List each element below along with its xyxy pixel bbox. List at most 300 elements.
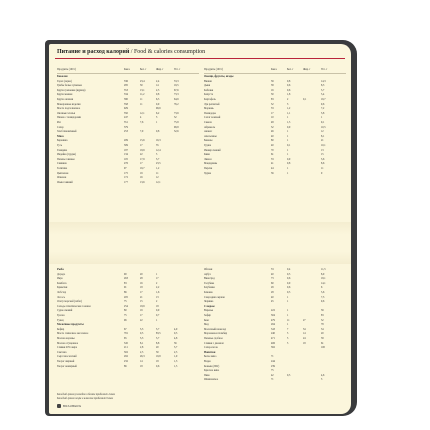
nutrient-value: 5 [287,341,289,345]
nutrient-value: 175 [124,171,128,175]
nutrient-value: 3 [321,378,323,382]
nutrient-value: 80 [271,139,274,143]
product-name: Судак свежий [57,309,73,313]
product-name: Дорадо [57,272,66,276]
nutrient-value: 471 [271,337,275,340]
nutrient-value: 76,2 [174,102,179,106]
nutrient-value: 345 [124,341,128,345]
nutrient-value: 52 [271,125,274,129]
column-header: Продукты (100 г) [57,68,77,71]
nutrient-value: 187 [124,148,128,152]
table-header [204,68,346,72]
nutrient-value: 134 [124,153,128,157]
header-rule [204,73,346,74]
nutrient-value: 2 [287,98,289,101]
nutrient-value: 17 [156,277,159,281]
product-name: Сыр гомоселский [57,355,77,359]
nutrient-value: 97 [124,167,127,170]
product-name: Вишня [204,79,212,83]
product-name: Горох (зерно) [57,79,72,83]
nutrient-value: 239 [271,364,275,368]
nutrient-value: 9,6 [321,102,325,106]
nutrient-value: 3 [156,116,158,120]
product-name: Печенье сдобное [204,337,223,340]
nutrient-value: 0,5 [287,291,291,294]
nutrient-value: 21 [140,295,143,299]
nutrient-value: 16 [140,281,143,285]
nutrient-value: 71 [271,355,274,359]
nutrient-value: 33 [271,107,274,111]
nutrient-value: 23,4 [140,79,145,83]
nutrient-value: 30 [156,350,159,354]
nutrient-value: 350 [124,111,128,115]
nutrient-value: 23,5 [156,162,161,166]
product-name: Индейка (грудка) [57,153,77,157]
note-1: Каждый грамм углеводов и белков приблизит 4 ккал [57,393,116,396]
product-name: Печень говяжья [57,157,75,161]
column-header: Ккал. [271,68,278,71]
product-name: Ананас [204,130,213,134]
nutrient-value: 46 [271,130,274,134]
nutrient-value: 2,2 [156,286,160,290]
section-label: Бакалея [57,75,68,78]
nutrient-value: 28 [140,277,143,281]
nutrient-value: 2 [156,300,158,304]
product-name: Бананы [204,139,213,143]
nutrient-value: 3,7 [156,157,160,161]
product-name: Красное вино [204,369,220,373]
product-name: Пиво [204,373,210,377]
nutrient-value: 3,3 [140,337,144,340]
nutrient-value: 30 [271,93,274,97]
nutrient-value: 29 [271,286,274,290]
nutrient-value: 1,5 [174,364,178,368]
nutrient-value: 54 [321,327,324,331]
product-name: Груша [204,144,212,147]
nutrient-value: 22 [140,153,143,157]
nutrient-value: 11 [140,102,143,106]
nutrient-value: 8,8 [156,341,160,345]
nutrient-value: 20 [140,272,143,276]
nutrient-value: 4,8 [174,337,178,340]
nutrient-value: 1 [321,116,323,120]
nutrient-value: 18,9 [140,304,145,308]
product-name: Икра [57,277,63,281]
product-name: Сливки с джемом [204,341,224,345]
nutrient-value: 35 [156,144,159,147]
nutrient-value: 8,6 [321,162,325,166]
product-name: Морковь [204,107,214,111]
nutrient-value: 6,2 [156,111,160,115]
product-name: Камбала [57,281,67,285]
product-name: Треска [57,314,65,317]
product-name: Молоко сгущенное [57,341,79,345]
section-label: Напитки [204,350,216,354]
nutrient-value: 1 [287,314,289,317]
nutrient-value: 2,5 [140,350,144,354]
product-name: Крупа овсяная [57,98,74,101]
nutrient-value: 253 [124,130,128,134]
right-column [204,68,346,408]
nutrient-value: 5,6 [321,291,325,294]
product-name: Шампанское [204,378,219,382]
nutrient-value: 380 [124,98,128,101]
column-header: Угл. г [321,68,328,71]
brand-icon [57,404,61,408]
nutrient-value: 5 [287,337,289,340]
product-name: Сахар [57,125,64,129]
product-name: Сливки 20% жира [57,346,77,350]
product-name: Кекс [204,318,210,322]
table-row [57,181,199,185]
nutrient-value: 0,8 [287,79,291,83]
nutrient-value: 1 [287,153,289,157]
product-name: Творог нежирный [57,364,77,368]
section-label: Мясо [57,134,64,138]
nutrient-value: 105 [124,157,128,161]
nutrient-value: 0,9 [287,125,291,129]
nutrient-value: 1 [287,134,289,138]
nutrient-value: 64,9 [174,98,179,101]
nutrient-value: 479 [271,318,275,322]
nutrient-value: 304 [271,314,275,317]
nutrient-value: 18,9 [140,148,145,152]
page-title [57,49,205,55]
nutrient-value: 42 [271,373,274,377]
nutrient-value: 2,5 [156,88,160,92]
nutrient-value: 52 [321,318,324,322]
nutrient-value: 205 [124,295,128,299]
product-name: Молочный шоколад [204,327,226,331]
product-name: Помидоры [204,111,216,115]
nutrient-value: 1,8 [287,93,291,97]
nutrient-value: 0,5 [287,272,291,276]
nutrient-value: 45 [271,300,274,304]
nutrient-value: 543 [271,327,275,331]
nutrient-value: 7,9 [140,130,144,134]
nutrient-value: 11,2 [140,93,145,97]
product-name: Арбуз [204,272,211,276]
nutrient-value: 11 [140,98,143,101]
product-name: Варенье [204,309,214,313]
note-2: Каждый грамм жира и алкоголя приблизит 9 ккал [57,397,114,400]
nutrient-value: 9,6 [321,300,325,304]
nutrient-value: 58 [321,337,324,340]
product-name: Капуста [204,93,213,97]
nutrient-value: 11 [287,318,290,322]
nutrient-value: 0,5 [287,373,291,377]
nutrient-value: 0,9 [156,102,160,106]
nutrient-value: 1 [287,171,289,175]
product-name: Грибы белые сушеные [57,84,82,88]
nutrient-value: 52 [271,102,274,106]
nutrient-value: 67,6 [174,88,179,92]
column-header: Бел. г [140,68,147,71]
nutrient-value: 292 [124,355,128,359]
nutrient-value: 13,6 [140,180,145,184]
nutrient-value: 3,7 [156,327,160,331]
nutrient-value: 2,5 [174,350,178,354]
nutrient-value: 56 [174,341,177,345]
nutrient-value: 1 [156,272,158,276]
column-header: Ккал. [124,68,131,71]
nutrient-value: 3,6 [321,157,325,161]
product-name: Крупа гречневая (ядрица) [57,88,86,92]
product-name: Мороженое пломбир [204,332,228,336]
product-name: Голубика [204,281,215,285]
product-name: Креветки [57,286,68,290]
nutrient-value: 19,5 [174,84,179,88]
nutrient-value: 75 [271,369,274,373]
nutrient-value: 28 [271,291,274,294]
nutrient-value: 3,8 [321,111,325,115]
product-name: Коньяк (200г) [204,364,220,368]
nutrient-value: 60 [271,281,274,285]
product-name: Пшено с помидорами [57,116,81,120]
nutrient-value: 358 [124,102,128,106]
nutrient-value: 0,7 [156,314,160,317]
nutrient-value: 172 [124,176,128,180]
nutrient-value: 7,6 [140,121,144,124]
left-column [57,68,199,408]
nutrient-value: 8,9 [321,272,325,276]
nutrient-value: 0,6 [287,88,291,92]
nutrient-value: 392 [271,346,275,350]
product-name: Масло подсолнечное [57,107,81,111]
product-name: Баранина [57,139,68,143]
product-name: Сахар-песок [204,346,218,350]
nutrient-value: 26,3 [140,355,145,359]
nutrient-value: 263 [124,277,128,281]
product-name: Лук репчатый [204,102,220,106]
product-name: Овсяные хлопья [57,111,76,115]
product-name: Мандарины [204,162,218,166]
nutrient-value: 19 [140,171,143,175]
nutrient-value: 5,7 [321,88,325,92]
nutrient-value: 244 [271,360,275,363]
column-header: Бел. г [287,68,294,71]
nutrient-value: 34 [303,327,306,331]
nutrient-value: 52 [174,116,177,120]
nutrient-value: 6 [321,286,323,290]
nutrient-value: 7,3 [321,295,325,299]
nutrient-value: 18 [303,341,306,345]
nutrient-value: 0,5 [174,332,178,336]
nutrient-value: 0,4 [287,268,291,271]
product-name: Язык говяжий [57,180,73,184]
nutrient-value: 38 [271,84,274,88]
nutrient-value: 177 [124,180,128,184]
nutrient-value: 14,3 [321,79,326,83]
nutrient-value: 19,7 [321,98,326,101]
nutrient-value: 48 [271,121,274,124]
product-name: Клубника [204,286,215,290]
nutrient-value: 1,9 [174,355,178,359]
nutrient-value: 10,1 [321,144,326,147]
nutrient-value: 4,6 [321,373,325,377]
nutrient-value: 15 [321,153,324,157]
nutrient-value: 12,1 [156,180,161,184]
title-rule [55,58,345,59]
header-rule [57,73,199,74]
nutrient-value: 100 [321,346,325,350]
nutrient-value: 83 [124,281,127,285]
column-header: Жир. г [303,68,311,71]
nutrient-value: 33 [271,157,274,161]
product-name: Сметана [57,350,67,354]
nutrient-value: 18,1 [321,277,326,281]
nutrient-value: 1 [287,130,289,134]
nutrient-value: 336 [124,79,128,83]
nutrient-value: 73 [271,277,274,281]
nutrient-value: 80 [124,309,127,313]
table-row [57,365,199,369]
nutrient-value: 3 [287,102,289,106]
nutrient-value: 13 [156,295,159,299]
table-row [204,378,346,382]
nutrient-value: 5,4 [321,93,325,97]
nutrient-value: 56 [271,171,274,175]
nutrient-value: 351 [124,121,128,124]
nutrient-value: 285 [124,84,128,88]
nutrient-value: 232 [124,360,128,363]
nutrient-value: 59 [271,79,274,83]
nutrient-value: 0,6 [287,286,291,290]
nutrient-value: 53 [271,268,274,271]
nutrient-value: 52,6 [174,130,179,134]
nutrient-value: 24 [303,337,306,340]
nutrient-value: 96 [124,318,127,322]
nutrient-value: 40 [271,134,274,138]
nutrient-value: 2 [156,281,158,285]
nutrient-value: 1 [156,121,158,124]
product-name: Лосось [57,295,65,299]
product-name: Киви [204,153,210,157]
nutrient-value: 10 [271,116,274,120]
product-name: Кабачки [204,88,214,92]
product-name: Зефир [204,314,211,317]
nutrient-value: 11 [321,167,324,170]
nutrient-value: 0,6 [156,364,160,368]
nutrient-value: 0,1 [287,144,291,147]
product-name: Черника [204,300,214,304]
nutrient-value: 276 [124,162,128,166]
nutrient-value: 73,9 [174,111,179,115]
nutrient-value: 83 [271,98,274,101]
nutrient-value: 41 [271,162,274,166]
nutrient-value: 61 [321,341,324,345]
nutrient-value: 0,9 [287,157,291,161]
nutrient-value: 18 [156,304,159,308]
nutrient-value: 1 [287,300,289,304]
nutrient-value: 18 [156,360,159,363]
product-name: Творог жирный [57,360,75,363]
product-name: Апельсины [204,134,217,138]
product-name: Хурма [204,171,211,175]
nutrient-value: 929 [124,107,128,111]
nutrient-value: 1 [287,295,289,299]
nutrient-value: 0,6 [287,277,291,281]
nutrient-value: 30 [140,84,143,88]
column-header: Жир. г [156,68,164,71]
nutrient-value: 254 [124,304,128,308]
nutrient-value: 7 [287,327,289,331]
nutrient-value: 14 [156,84,159,88]
nutrient-value: 247 [124,116,128,120]
nutrient-value: 5 [287,332,289,336]
nutrient-value: 17 [271,111,274,115]
nutrient-value: 1,2 [287,107,291,111]
nutrient-value: 86 [124,364,127,368]
nutrient-value: 209 [124,139,128,143]
nutrient-value: 18 [140,364,143,368]
nutrient-value: 70 [271,148,274,152]
nutrient-value: 14 [140,360,143,363]
nutrient-value: 3,7 [174,346,178,350]
nutrient-value: 0,5 [140,332,144,336]
nutrient-value: 1 [287,139,289,143]
nutrient-value: 59 [321,309,324,313]
product-name: Ягненок [57,176,67,180]
nutrient-value: 309 [124,144,128,147]
nutrient-value: 0,8 [156,130,160,134]
nutrient-value: 83,5 [156,332,161,336]
nutrient-value: 40 [271,272,274,276]
nutrient-value: 22 [140,318,143,322]
section-label: Рыба [57,268,64,271]
nutrient-value: 99,8 [174,125,179,129]
product-name: Телятина [57,167,68,170]
nutrient-value: 44 [271,167,274,170]
nutrient-value: 0,6 [287,84,291,88]
nutrient-value: 20 [321,332,324,336]
product-name: Мед [204,323,209,327]
nutrient-value: 4 [140,116,142,120]
product-name: Сельдь атлантическая соленая [57,304,91,308]
nutrient-value: 19 [140,309,143,313]
nutrient-value: 27 [303,318,306,322]
nutrient-value: 240 [271,332,275,336]
nutrient-value: 16 [140,176,143,180]
title-main: Питание и расход калорий [57,49,130,55]
nutrient-value: 1 [156,318,158,322]
product-name: Абрикосы [204,125,216,129]
nutrient-value: 20 [156,346,159,350]
section-label: Овощи, фрукты, ягоды [204,75,234,78]
column-header: Продукты (100 г) [204,68,224,71]
nutrient-value: 78 [321,323,324,327]
nutrient-value: 91 [124,286,127,290]
product-name: Дыня [204,84,211,88]
product-name: Тунец [57,318,64,322]
nutrient-value: 1 [287,116,289,120]
nutrient-value: 8,1 [140,341,144,345]
nutrient-value: 2,8 [140,346,144,350]
nutrient-value: 75 [124,300,127,304]
product-name: Свекла [204,121,212,124]
nutrient-value: 1 [287,323,289,327]
nutrient-value: 16,3 [156,139,161,143]
nutrient-value: 0,9 [287,281,291,285]
nutrient-value: 16 [271,88,274,92]
nutrient-value: 379 [124,125,128,129]
table-header [57,68,199,72]
nutrient-value: 1,3 [174,360,178,363]
nutrient-value: 12 [321,130,324,134]
title-sep: / [129,49,134,55]
nutrient-value: 61 [271,153,274,157]
nutrient-value: 211 [124,346,128,350]
